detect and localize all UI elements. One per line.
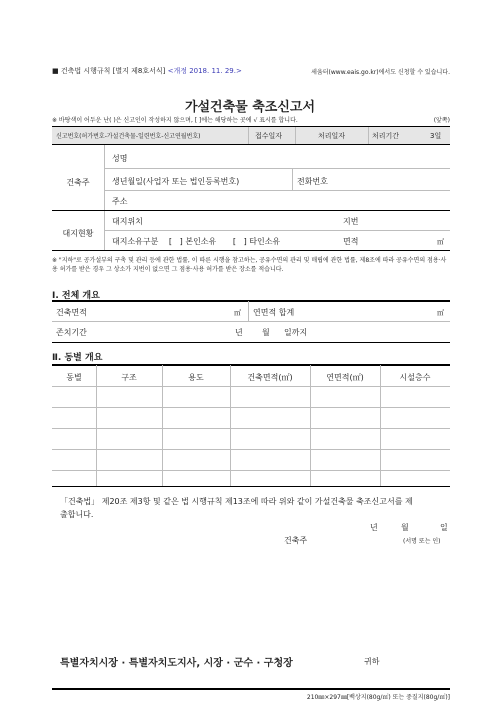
- amendment-link[interactable]: <개정 2018. 11. 29.>: [167, 67, 242, 75]
- col-header-structure: 구조: [121, 373, 137, 382]
- site-label: 대지현황: [62, 229, 94, 238]
- section1-title: Ⅰ. 전체 개요: [52, 291, 100, 301]
- decl-year-label: 년: [370, 523, 378, 532]
- owner-name-label: 성명: [112, 154, 128, 163]
- site-lot-label: 지번: [343, 217, 359, 226]
- col-header-use: 용도: [188, 373, 204, 382]
- paper-spec: 210㎜×297㎜[백상지(80g/㎡) 또는 중질지(80g/㎡)]: [306, 694, 450, 701]
- page-side-note: (앞쪽): [433, 117, 450, 124]
- period-month-label: 월: [262, 328, 270, 337]
- decl-month-label: 월: [401, 523, 409, 532]
- section2-title: Ⅱ. 동별 개요: [52, 353, 103, 363]
- own-checkbox[interactable]: [ ]: [168, 237, 183, 246]
- owner-birth-label: 생년월일(사업자 또는 법인등록번호): [112, 177, 240, 186]
- own-option-label: 본인소유: [185, 237, 217, 246]
- decl-day-label: 일: [440, 523, 448, 532]
- recipient-title: 특별자치시장 · 특별자치도지사, 시장 · 군수 · 구청장: [60, 658, 293, 669]
- receipt-date-label: 접수일자: [255, 132, 283, 140]
- form-rule-reference: ■ 건축법 시행규칙 [별지 제8호서식] <개정 2018. 11. 29.>: [52, 67, 242, 75]
- total-floor-label: 연면적 합계: [253, 308, 295, 317]
- receipt-number-label: 신고번호(허가번호-가설건축물-일련번호-신고연월번호): [56, 133, 201, 140]
- period-until-label: 일까지: [284, 328, 308, 337]
- process-date-label: 처리일자: [318, 132, 346, 140]
- col-header-floor-area: 연면적(㎡): [326, 373, 364, 382]
- col-header-building-area: 건축면적(㎡): [247, 373, 293, 382]
- col-header-floors: 시설층수: [399, 373, 431, 382]
- site-location-label: 대지위치: [112, 217, 143, 226]
- building-area-unit: ㎡: [234, 309, 241, 317]
- page-title: 가설건축물 축조신고서: [184, 100, 316, 115]
- building-area-label: 건축면적: [56, 308, 87, 317]
- declaration-line1: 「건축법」 제20조 제3항 및 같은 법 시행규칙 제13조에 따라 위와 같이 가설건축물 축조신고서를 제: [60, 497, 413, 506]
- signature-field[interactable]: (서명 또는 인): [403, 538, 441, 545]
- applicant-label: 건축주: [284, 536, 308, 545]
- process-period-label: 처리기간: [372, 132, 400, 140]
- online-notice: 세움터(www.eais.go.kr)에서도 신청할 수 있습니다.: [311, 69, 450, 76]
- declaration-line2: 출합니다.: [60, 510, 94, 519]
- total-floor-unit: ㎡: [437, 309, 444, 317]
- process-period-value: 3일: [430, 132, 442, 140]
- site-area-label: 면적: [343, 237, 359, 246]
- recipient-suffix: 귀하: [364, 657, 380, 666]
- other-checkbox[interactable]: [ ]: [232, 237, 247, 246]
- owner-phone-label: 전화번호: [297, 177, 328, 186]
- site-ownership-row: [112, 236, 280, 247]
- period-year-label: 년: [235, 328, 243, 337]
- other-option-label: 타인소유: [249, 237, 281, 246]
- instruction-text: ※ 바탕색이 어두운 난( )은 신고인이 작성하지 않으며, [ ]에는 해당하는 곳에 √ 표시를 합니다.: [52, 117, 298, 124]
- footnote: ※ "지하"로 공가설부의 구축 및 관리 등에 관한 법률, 이 따른 시행을 참고하는, 공유수면의 관리 및 매립에 관한 법률, 제8조에 따라 공유수면의 점용·사용 허가를 받은 경우 그 상소가 지번이 없으면 그 점용·사용 허가를 받은 장소를 적습니다.: [52, 257, 447, 273]
- owner-label: 건축주: [66, 178, 90, 187]
- existence-period-label: 존치기간: [56, 328, 87, 337]
- site-area-unit: ㎡: [437, 238, 444, 246]
- site-ownership-label: 대지소유구분: [112, 237, 159, 246]
- owner-address-label: 주소: [112, 197, 128, 206]
- col-header-building: 동별: [66, 373, 82, 382]
